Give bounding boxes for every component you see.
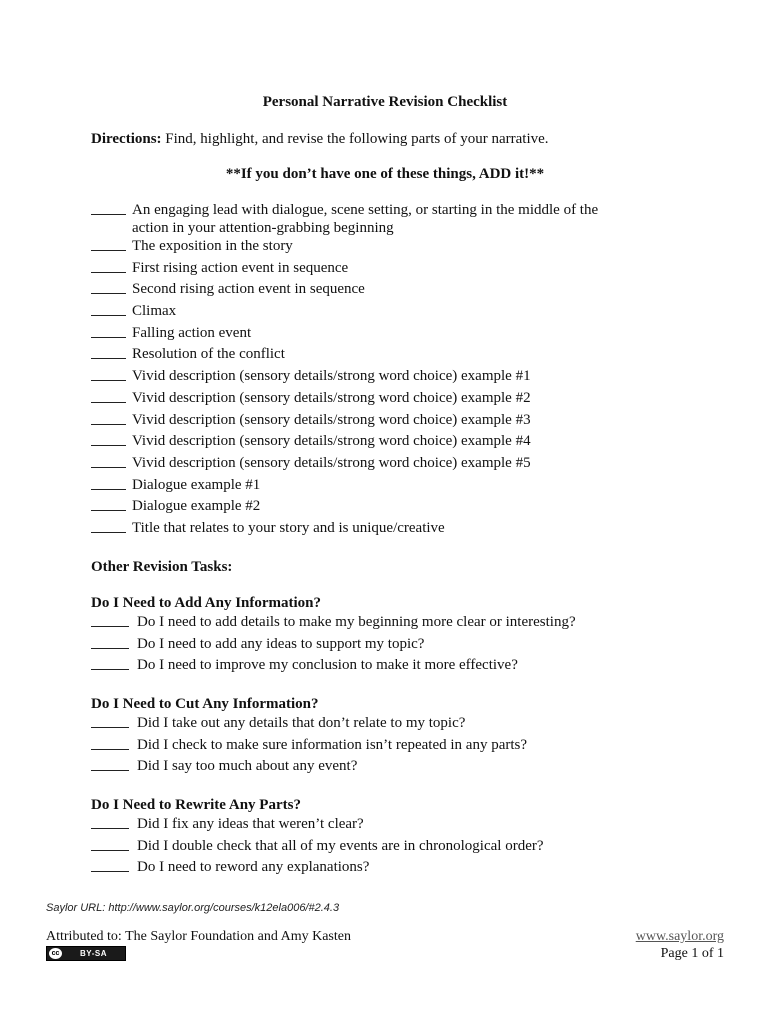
checklist-item <box>91 324 651 346</box>
question-text: Did I take out any details that don’t relate to my topic? <box>137 715 466 731</box>
checkbox-blank[interactable] <box>91 714 129 728</box>
checkbox-blank[interactable] <box>91 302 126 316</box>
cc-by-sa-badge <box>46 946 126 961</box>
creative-commons-icon: cc <box>49 948 62 959</box>
add-it-note: **If you don’t have one of these things, ADD it!** <box>225 166 545 182</box>
question-item <box>91 714 527 736</box>
page-title: Personal Narrative Revision Checklist <box>262 94 508 110</box>
checklist-item <box>91 367 651 389</box>
checkbox-blank[interactable] <box>91 432 126 446</box>
question-text: Did I double check that all of my events are in chronological order? <box>137 837 544 854</box>
question-item <box>91 858 544 880</box>
checklist-item <box>91 259 651 281</box>
checklist-item-text: Vivid description (sensory details/strong word choice) example #5 <box>132 454 531 471</box>
checklist-item-text: First rising action event in sequence <box>132 259 349 276</box>
checkbox-blank[interactable] <box>91 454 126 468</box>
question-item <box>91 837 544 859</box>
checkbox-blank[interactable] <box>91 837 129 851</box>
checkbox-blank[interactable] <box>91 497 126 511</box>
checkbox-blank[interactable] <box>91 280 126 294</box>
checklist-item <box>91 302 651 324</box>
checklist-item <box>91 345 651 367</box>
checklist-item-text: Resolution of the conflict <box>132 346 285 363</box>
checkbox-blank[interactable] <box>91 367 126 381</box>
checkbox-blank[interactable] <box>91 237 126 251</box>
checklist-item-text: Vivid description (sensory details/strong word choice) example #3 <box>132 411 531 428</box>
checklist-item <box>91 237 651 259</box>
directions-text: Find, highlight, and revise the following parts of your narrative. <box>161 131 549 147</box>
checklist-item-text: Dialogue example #2 <box>132 498 261 515</box>
checkbox-blank[interactable] <box>91 201 126 215</box>
checkbox-blank[interactable] <box>91 476 126 490</box>
question-item <box>91 815 544 837</box>
checkbox-blank[interactable] <box>91 259 126 273</box>
page-number: Page 1 of 1 <box>660 946 724 961</box>
rewrite-section-list <box>91 815 544 880</box>
checkbox-blank[interactable] <box>91 324 126 338</box>
checklist-item <box>91 476 651 498</box>
checkbox-blank[interactable] <box>91 757 129 771</box>
checkbox-blank[interactable] <box>91 656 129 670</box>
question-text: Do I need to add details to make my beginning more clear or interesting? <box>137 614 576 630</box>
license-label: BY-SA <box>80 949 107 958</box>
checklist-item <box>91 201 651 237</box>
question-text: Did I fix any ideas that weren’t clear? <box>137 816 364 832</box>
directions-label: Directions: <box>91 131 162 147</box>
question-item <box>91 736 527 758</box>
question-text: Did I say too much about any event? <box>137 758 358 774</box>
question-text: Did I check to make sure information isn’t repeated in any parts? <box>137 736 528 753</box>
checklist-item <box>91 280 651 302</box>
checkbox-blank[interactable] <box>91 389 126 403</box>
revision-checklist <box>91 201 651 541</box>
cut-section-heading: Do I Need to Cut Any Information? <box>91 696 319 712</box>
checkbox-blank[interactable] <box>91 345 126 359</box>
checklist-item <box>91 389 651 411</box>
directions <box>91 131 549 148</box>
checklist-item <box>91 519 651 541</box>
checkbox-blank[interactable] <box>91 736 129 750</box>
add-section-heading: Do I Need to Add Any Information? <box>91 595 322 611</box>
saylor-url: Saylor URL: http://www.saylor.org/courses/k12ela006/#2.4.3 <box>46 902 340 914</box>
question-item <box>91 656 576 678</box>
question-text: Do I need to reword any explanations? <box>137 859 370 875</box>
checklist-item-text: Falling action event <box>132 324 252 341</box>
saylor-site-link[interactable]: www.saylor.org <box>635 929 724 944</box>
checklist-item-text: Vivid description (sensory details/strong word choice) example #1 <box>132 368 531 385</box>
question-item <box>91 613 576 635</box>
other-tasks-heading: Other Revision Tasks: <box>91 559 233 575</box>
question-item <box>91 635 576 657</box>
checklist-item <box>91 497 651 519</box>
checklist-item <box>91 454 651 476</box>
checklist-item-text: Vivid description (sensory details/strong word choice) example #2 <box>132 389 531 406</box>
checkbox-blank[interactable] <box>91 411 126 425</box>
attribution: Attributed to: The Saylor Foundation and Amy Kasten <box>46 929 351 944</box>
question-item <box>91 757 527 779</box>
checkbox-blank[interactable] <box>91 519 126 533</box>
checklist-item-text: Dialogue example #1 <box>132 476 261 493</box>
question-text: Do I need to improve my conclusion to make it more effective? <box>137 657 518 673</box>
checklist-item-text: Vivid description (sensory details/strong word choice) example #4 <box>132 433 531 450</box>
checklist-item-text: Climax <box>132 303 177 320</box>
checkbox-blank[interactable] <box>91 613 129 627</box>
checklist-item <box>91 432 651 454</box>
cut-section-list <box>91 714 527 779</box>
checklist-item-text: Title that relates to your story and is unique/creative <box>132 519 445 536</box>
checklist-item-text: Second rising action event in sequence <box>132 281 365 298</box>
checkbox-blank[interactable] <box>91 858 129 872</box>
checklist-item <box>91 411 651 433</box>
add-section-list <box>91 613 576 678</box>
question-text: Do I need to add any ideas to support my topic? <box>137 635 425 652</box>
checklist-item-text: An engaging lead with dialogue, scene setting, or starting in the middle of the action in your attention-grabbing beginning <box>132 202 599 236</box>
rewrite-section-heading: Do I Need to Rewrite Any Parts? <box>91 797 301 813</box>
checkbox-blank[interactable] <box>91 815 129 829</box>
checkbox-blank[interactable] <box>91 635 129 649</box>
checklist-item-text: The exposition in the story <box>132 238 293 254</box>
